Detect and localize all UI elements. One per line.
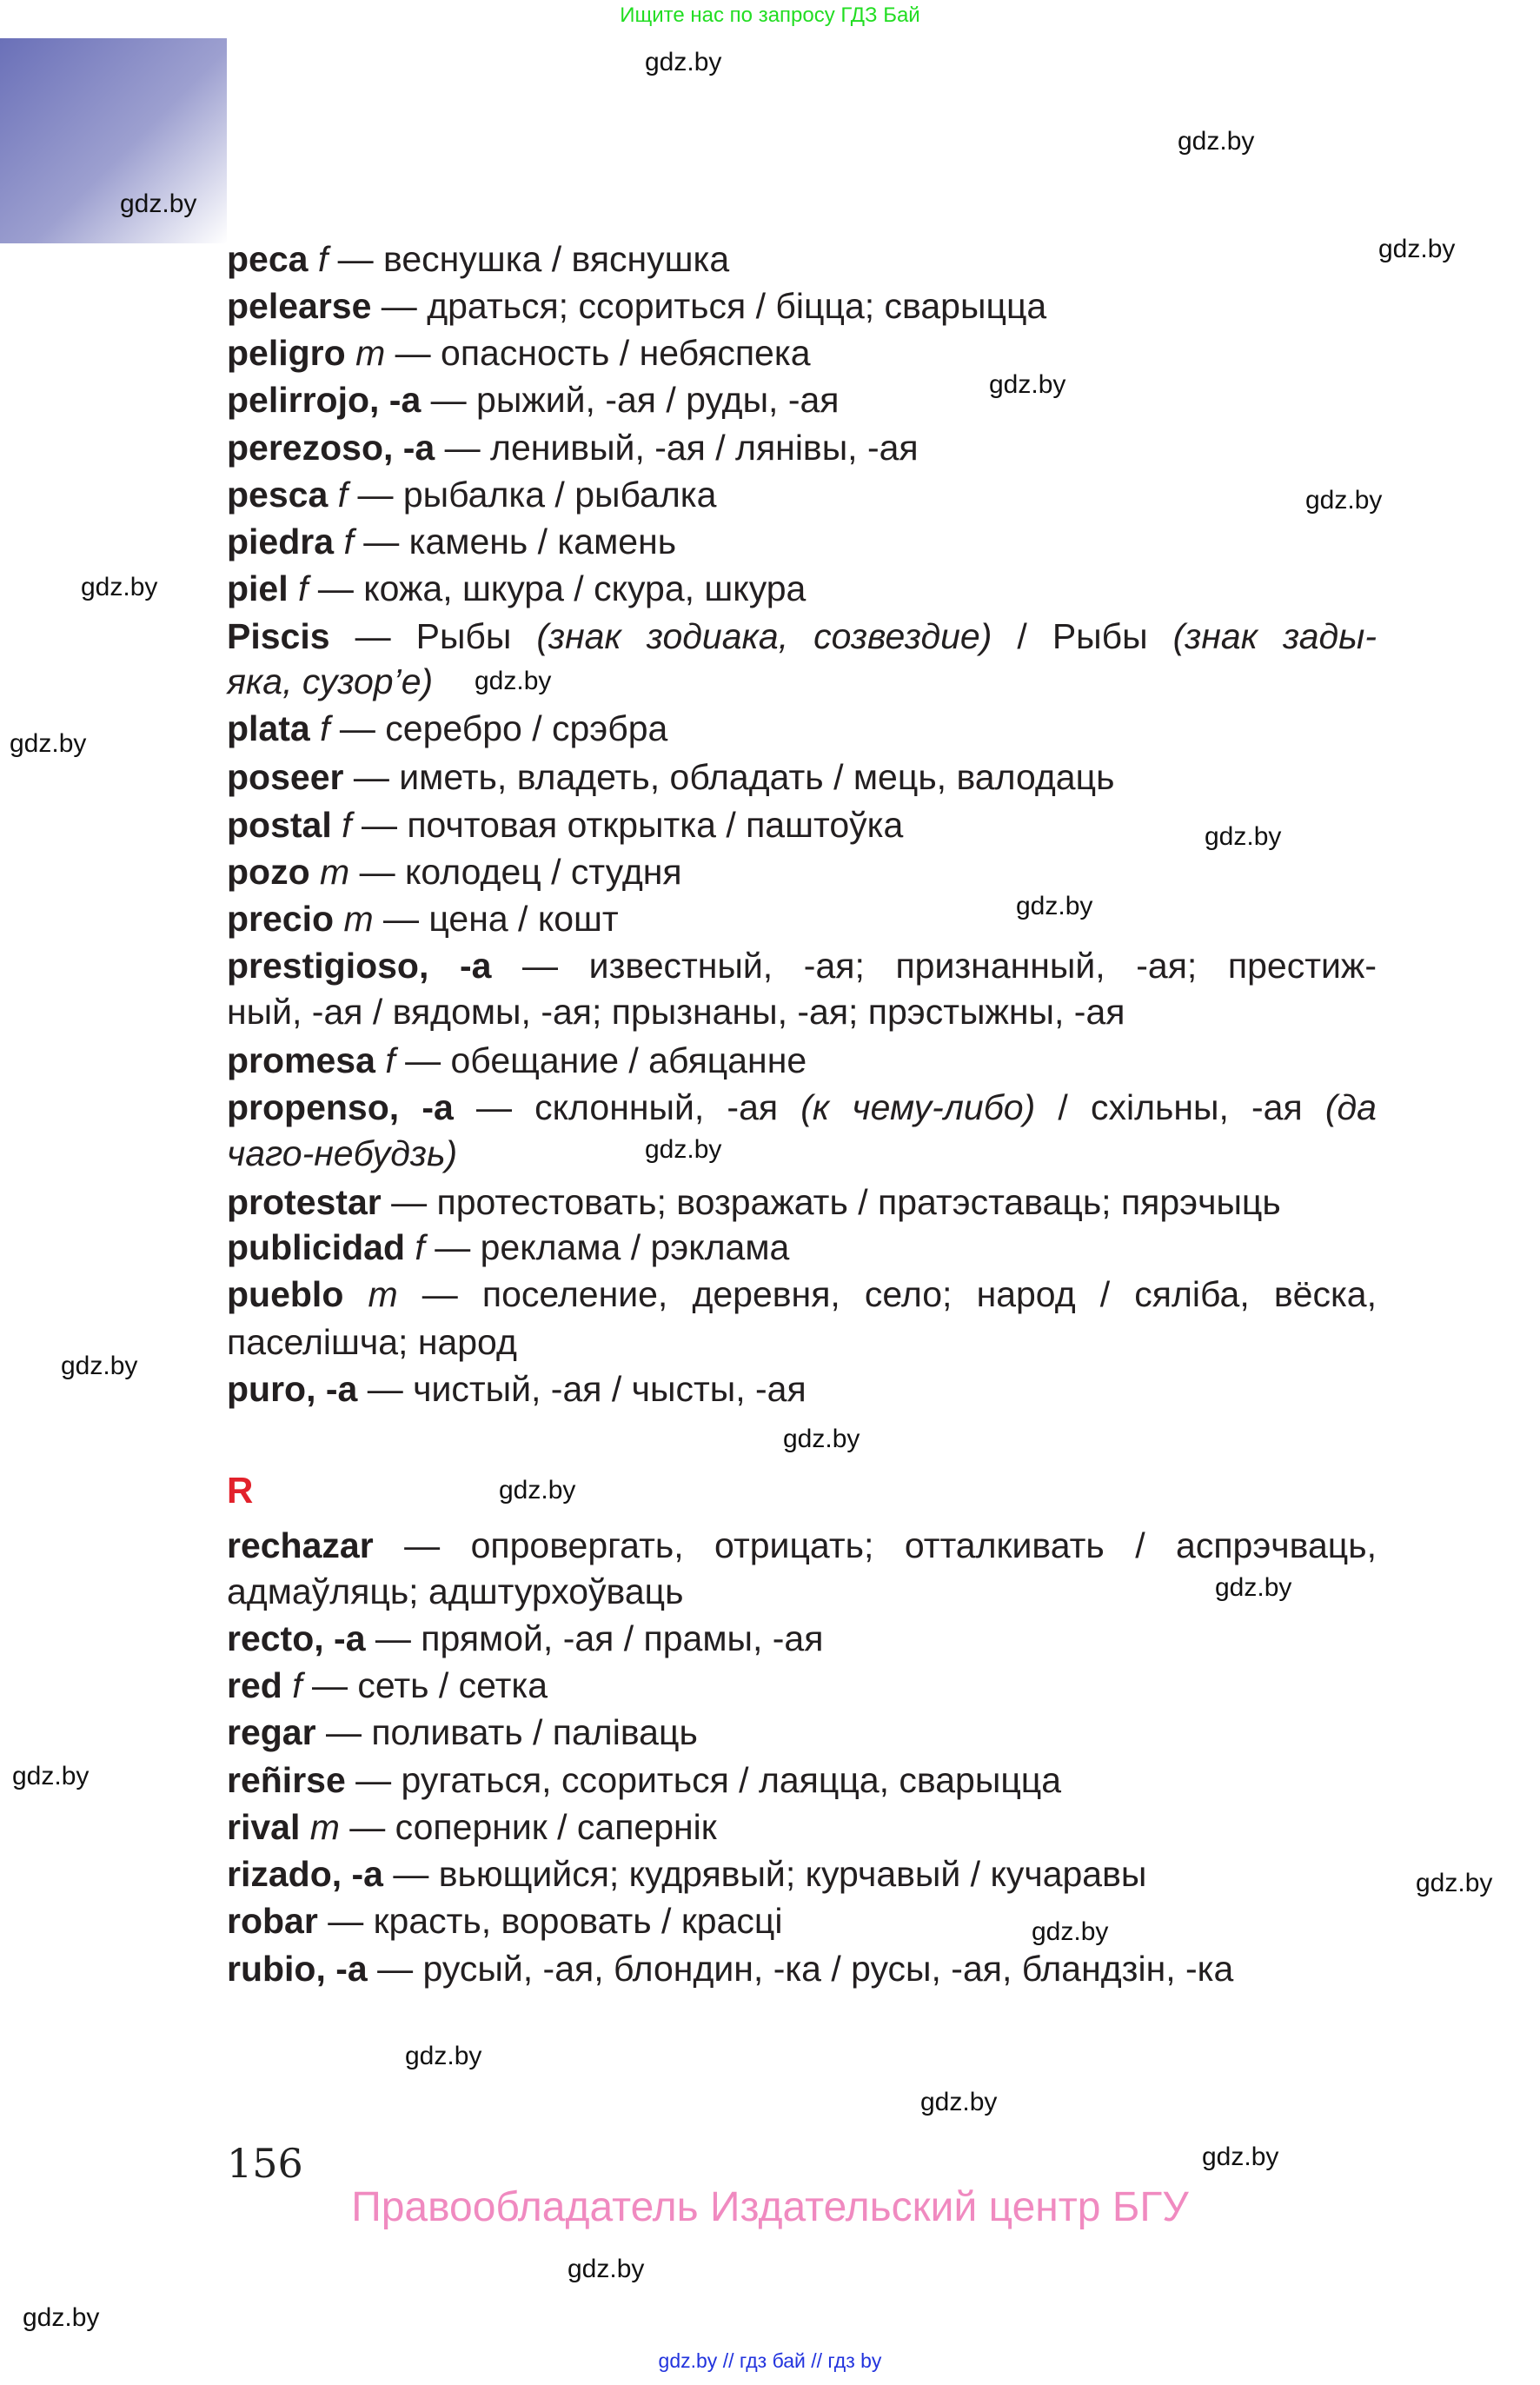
dictionary-line	[227, 376, 839, 423]
dictionary-line	[227, 1615, 823, 1662]
headword: regar	[227, 1712, 316, 1752]
grammar-note: f	[385, 1040, 395, 1080]
grammar-note: m	[368, 1274, 398, 1314]
translation: / Рыбы	[992, 616, 1173, 656]
watermark: gdz.by	[568, 2255, 645, 2283]
dictionary-line	[227, 329, 811, 376]
translation: — обещание / абяцанне	[395, 1040, 807, 1080]
dictionary-line	[227, 424, 919, 471]
headword: pueblo	[227, 1274, 368, 1314]
grammar-note: m	[355, 333, 386, 373]
translation: — ленивый, -ая / лянівы, -ая	[435, 428, 919, 468]
dictionary-line	[227, 1130, 457, 1177]
dictionary-line	[227, 801, 903, 848]
watermark: gdz.by	[1378, 235, 1456, 263]
translation: — чистый, -ая / чысты, -ая	[357, 1369, 807, 1409]
translation: — ругаться, ссориться / лаяцца, сварыцца	[345, 1760, 1062, 1800]
translation: — протестовать; возражать / пратэставаць; пярэчыць	[381, 1182, 1281, 1222]
headword: recto, -a	[227, 1618, 366, 1658]
dictionary-line	[227, 1804, 717, 1850]
dictionary-line	[227, 518, 676, 565]
translation: / схільны, -ая	[1035, 1087, 1325, 1127]
dictionary-line	[227, 754, 1114, 801]
translation: — камень / камень	[353, 522, 677, 561]
headword: rizado, -a	[227, 1854, 383, 1894]
watermark: gdz.by	[10, 729, 87, 758]
translation: — реклама / рэклама	[424, 1227, 790, 1267]
grammar-note: f	[342, 805, 352, 845]
headword: pelearse	[227, 286, 372, 326]
grammar-note: f	[320, 708, 330, 748]
translation: — красть, воровать / красці	[317, 1901, 783, 1941]
grammar-note: f	[298, 568, 309, 608]
watermark: gdz.by	[1032, 1917, 1109, 1946]
headword: pesca	[227, 475, 338, 515]
translation: — рыбалка / рыбалка	[348, 475, 717, 515]
translation: — сеть / сетка	[302, 1665, 548, 1705]
translation: — драться; ссориться / біцца; сварыцца	[371, 286, 1047, 326]
dictionary-line	[227, 1037, 807, 1084]
dictionary-line	[227, 658, 433, 705]
headword: protestar	[227, 1182, 382, 1222]
headword: rival	[227, 1807, 310, 1847]
dictionary-line	[227, 1709, 698, 1756]
dictionary-line	[227, 1179, 1281, 1226]
translation: — почтовая открытка / паштоўка	[351, 805, 904, 845]
headword: propenso, -a	[227, 1087, 454, 1127]
dictionary-line	[227, 1757, 1061, 1804]
translation: — соперник / сапернік	[339, 1807, 717, 1847]
page-number: 156	[227, 2140, 303, 2187]
headword: piedra	[227, 522, 344, 561]
headword: piel	[227, 568, 299, 608]
dictionary-line	[227, 895, 619, 942]
dictionary-line	[227, 613, 1377, 660]
watermark: gdz.by	[1016, 892, 1093, 920]
watermark: gdz.by	[61, 1352, 138, 1380]
dictionary-line	[227, 1662, 548, 1709]
dictionary-line	[227, 565, 806, 612]
watermark: gdz.by	[645, 48, 722, 76]
translation: — иметь, владеть, обладать / мець, валодаць	[343, 757, 1115, 797]
translation: — известный, -ая; признанный, -ая; престиж-	[491, 946, 1377, 986]
watermark: gdz.by	[81, 573, 158, 601]
translation: — опровергать, отрицать; отталкивать / аспрэчваць,	[373, 1525, 1377, 1565]
dictionary-line	[227, 1897, 782, 1944]
grammar-note: яка, сузор’е)	[227, 661, 434, 701]
dictionary-line	[227, 942, 1377, 989]
translation: паселішча; народ	[227, 1322, 517, 1362]
dictionary-line	[227, 282, 1046, 329]
dictionary-line	[227, 1568, 684, 1615]
watermark: gdz.by	[645, 1135, 722, 1164]
translation: — поливать / паліваць	[315, 1712, 698, 1752]
watermark: gdz.by	[920, 2088, 998, 2116]
headword: reñirse	[227, 1760, 346, 1800]
translation: — Рыбы	[329, 616, 537, 656]
translation: — прямой, -ая / прамы, -ая	[365, 1618, 824, 1658]
translation: — склонный, -ая	[453, 1087, 801, 1127]
headword: perezoso, -a	[227, 428, 435, 468]
grammar-note: f	[292, 1665, 302, 1705]
translation: — серебро / срэбра	[329, 708, 668, 748]
dictionary-line	[227, 1945, 1233, 1992]
translation: — колодец / студня	[349, 852, 682, 892]
translation: — опасность / небяспека	[385, 333, 811, 373]
headword: pelirrojo, -a	[227, 380, 422, 420]
dictionary-line	[227, 988, 1125, 1035]
headword: precio	[227, 899, 344, 939]
headword: peligro	[227, 333, 356, 373]
watermark: gdz.by	[1305, 486, 1383, 515]
dictionary-line	[227, 471, 716, 518]
grammar-note: f	[415, 1227, 425, 1267]
translation: — рыжий, -ая / руды, -ая	[421, 380, 840, 420]
headword: prestigioso, -a	[227, 946, 492, 986]
dictionary-line	[227, 1522, 1377, 1569]
headword: postal	[227, 805, 342, 845]
dictionary-line	[227, 1850, 1146, 1897]
translation: — веснушка / вяснушка	[328, 239, 730, 279]
watermark: gdz.by	[120, 189, 197, 218]
headword: publicidad	[227, 1227, 415, 1267]
watermark: gdz.by	[475, 667, 552, 695]
watermark: gdz.by	[989, 370, 1066, 399]
dictionary-line	[227, 1271, 1377, 1318]
dictionary-line	[227, 1365, 807, 1412]
translation: — вьющийся; кудрявый; курчавый / кучаравы	[382, 1854, 1147, 1894]
footer-links[interactable]: gdz.by // гдз бай // гдз by	[658, 2349, 882, 2372]
translation: адмаўляць; адштурхоўваць	[227, 1571, 684, 1611]
grammar-note: m	[309, 1807, 340, 1847]
grammar-note: (да	[1324, 1087, 1377, 1127]
translation: ный, -ая / вядомы, -ая; прызнаны, -ая; прэстыжны, -ая	[227, 992, 1125, 1032]
watermark: gdz.by	[1202, 2143, 1279, 2171]
headword: promesa	[227, 1040, 386, 1080]
watermark: gdz.by	[12, 1762, 90, 1790]
watermark: gdz.by	[499, 1476, 576, 1505]
rights-holder-notice: Правообладатель Издательский центр БГУ	[351, 2184, 1189, 2230]
grammar-note: f	[317, 239, 329, 279]
headword: robar	[227, 1901, 318, 1941]
headword: rechazar	[227, 1525, 374, 1565]
watermark: gdz.by	[1416, 1869, 1493, 1897]
headword: puro, -a	[227, 1369, 358, 1409]
headword: peca	[227, 239, 318, 279]
dictionary-line	[227, 1224, 789, 1271]
dictionary-line	[227, 848, 682, 895]
grammar-note: m	[343, 899, 374, 939]
section-letter: R	[227, 1470, 254, 1511]
headword: poseer	[227, 757, 344, 797]
grammar-note: (знак зады-	[1172, 616, 1377, 656]
grammar-note: f	[337, 475, 348, 515]
headword: plata	[227, 708, 321, 748]
headword: pozo	[227, 852, 321, 892]
watermark: gdz.by	[1178, 127, 1255, 156]
translation: — цена / кошт	[373, 899, 619, 939]
dictionary-line	[227, 705, 667, 752]
dictionary-line	[227, 1319, 517, 1365]
translation: — кожа, шкура / скура, шкура	[308, 568, 807, 608]
grammar-note: (к чему-либо)	[800, 1087, 1036, 1127]
grammar-note: (знак зодиака, созвездие)	[536, 616, 992, 656]
dictionary-line	[227, 1084, 1377, 1131]
translation: — русый, -ая, блондин, -ка / русы, -ая, бландзін, -ка	[367, 1949, 1234, 1989]
grammar-note: чаго-небудзь)	[227, 1133, 458, 1173]
headword: red	[227, 1665, 293, 1705]
watermark: gdz.by	[1215, 1573, 1292, 1602]
dictionary-line	[227, 236, 729, 282]
watermark: gdz.by	[1205, 822, 1282, 851]
grammar-note: m	[320, 852, 350, 892]
watermark: gdz.by	[783, 1425, 860, 1453]
watermark: gdz.by	[405, 2042, 482, 2070]
translation: — поселение, деревня, село; народ / сяліба, вёска,	[397, 1274, 1377, 1314]
watermark: gdz.by	[23, 2303, 100, 2332]
headword: Piscis	[227, 616, 330, 656]
search-banner[interactable]: Ищите нас по запросу ГДЗ Бай	[620, 3, 920, 27]
headword: rubio, -a	[227, 1949, 368, 1989]
grammar-note: f	[343, 522, 354, 561]
